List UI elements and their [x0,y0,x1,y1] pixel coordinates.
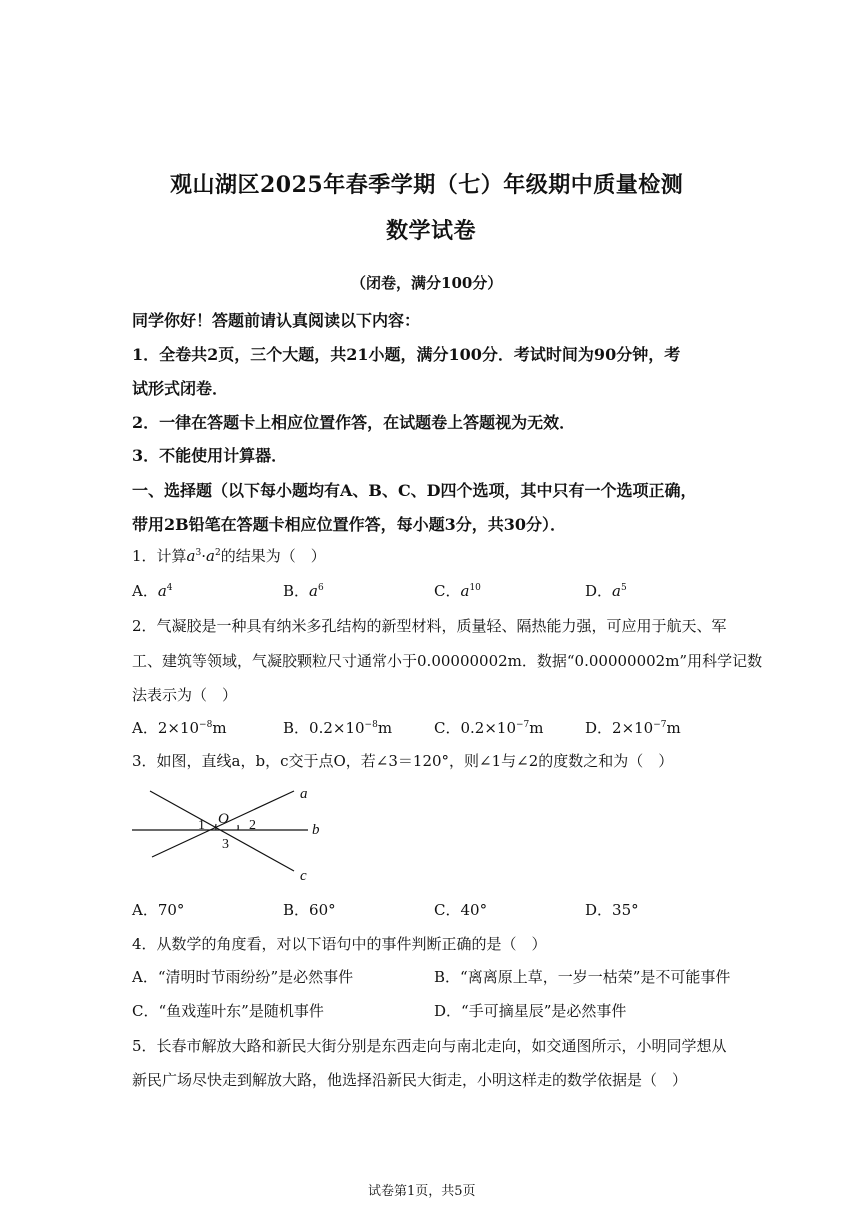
option-base: a [157,582,167,600]
label-3: 3 [222,837,229,852]
label-c: c [300,868,307,884]
question-4-stem: 4．从数学的角度看，对以下语句中的事件判断正确的是（ ） [132,935,547,953]
option-label: B． [283,582,310,600]
option-label: B． [283,901,310,919]
exam-info: （闭卷，满分100分） [351,274,503,292]
q1-option-c [434,580,481,601]
instruction-3: 3．不能使用计算器． [132,446,288,465]
option-exp: −8 [199,720,213,730]
label-1: 1 [198,818,205,833]
question-1-stem [132,545,326,566]
q2-option-a [132,717,227,738]
question-5-line2: 新民广场尽快走到解放大路，他选择沿新民大街走，小明这样走的数学依据是（ ） [132,1071,688,1089]
option-base: a [612,582,621,600]
page-subtitle: 数学试卷 [386,218,477,244]
line-c [150,791,294,871]
q4-option-d: D．“手可摘星辰”是必然事件 [434,1002,627,1020]
option-coef: 2×10 [157,719,200,737]
option-label: A． [132,582,158,600]
q4-option-c: C．“鱼戏莲叶东”是随机事件 [132,1002,324,1020]
label-a: a [300,786,308,802]
option-label: B． [283,719,310,737]
option-unit: m [529,719,544,737]
page-title: 观山湖区2025年春季学期（七）年级期中质量检测 [170,172,684,198]
option-label: D． [585,582,613,600]
option-coef: 0.2×10 [460,719,516,737]
label-2: 2 [249,818,256,833]
option-exp: −8 [364,720,378,730]
option-exp: −7 [516,720,530,730]
q1-option-a [132,580,173,601]
option-text: 70° [157,901,185,919]
q1-dot: · [201,547,207,565]
q3-option-a [132,899,184,920]
option-label: D． [585,719,613,737]
option-exp: −7 [653,720,667,730]
q1-base-2: a [206,547,215,565]
q3-option-c [434,899,487,920]
question-2-line3: 法表示为（ ） [132,686,238,704]
option-label: C． [434,582,461,600]
question-2-line2: 工、建筑等领域，气凝胶颗粒尺寸通常小于0.00000002m．数据“0.00000002m”用科学记数 [132,652,763,670]
instruction-1-line2: 试形式闭卷． [132,379,229,398]
q3-option-b [283,899,336,920]
q2-option-b [283,717,392,738]
q3-figure [130,785,350,885]
instructions-greeting: 同学你好！答题前请认真阅读以下内容： [132,311,421,330]
q4-option-b: B．“离离原上草，一岁一枯荣”是不可能事件 [434,968,731,986]
q1-option-d [585,580,627,601]
option-unit: m [212,719,227,737]
question-5-line1: 5．长春市解放大路和新民大街分别是东西走向与南北走向，如交通图所示，小明同学想从 [132,1037,727,1055]
label-b: b [312,822,320,838]
option-exp: 10 [469,583,481,593]
option-label: A． [132,901,158,919]
option-text: 60° [309,901,336,919]
question-2-line1: 2．气凝胶是一种具有纳米多孔结构的新型材料，质量轻、隔热能力强，可应用于航天、军 [132,617,727,635]
option-coef: 0.2×10 [309,719,365,737]
page-footer: 试卷第1页，共5页 [368,1184,476,1199]
q1-stem-pre: 1．计算 [132,547,187,565]
q1-exp-2: 2 [214,548,221,558]
q2-option-d [585,717,681,738]
option-label: C． [434,719,461,737]
option-base: a [460,582,470,600]
q4-option-a: A．“清明时节雨纷纷”是必然事件 [132,968,354,986]
option-unit: m [666,719,681,737]
q1-base-1: a [186,547,196,565]
option-label: C． [434,901,461,919]
option-label: A． [132,719,158,737]
instruction-2: 2．一律在答题卡上相应位置作答，在试题卷上答题视为无效． [132,413,576,432]
option-label: D． [585,901,613,919]
instruction-1-line1: 1．全卷共2页，三个大题，共21小题，满分100分．考试时间为90分钟，考 [132,345,681,364]
option-base: a [309,582,318,600]
option-coef: 2×10 [612,719,654,737]
option-exp: 4 [166,583,173,593]
option-text: 40° [460,901,488,919]
section-heading-line2: 带用2B铅笔在答题卡相应位置作答，每小题3分，共30分）． [132,515,567,534]
option-exp: 6 [317,583,324,593]
option-unit: m [377,719,393,737]
q2-option-c [434,717,544,738]
label-O: O [218,811,229,827]
q1-exp-1: 3 [195,548,202,558]
option-text: 35° [612,901,639,919]
section-heading-line1: 一、选择题（以下每小题均有A、B、C、D四个选项，其中只有一个选项正确， [132,481,697,500]
q1-option-b [283,580,324,601]
option-exp: 5 [620,583,627,593]
q1-stem-post: 的结果为（ ） [220,547,326,565]
question-3-stem: 3．如图，直线a，b，c交于点O，若∠3＝120°，则∠1与∠2的度数之和为（ ） [132,752,674,770]
q3-option-d [585,899,639,920]
